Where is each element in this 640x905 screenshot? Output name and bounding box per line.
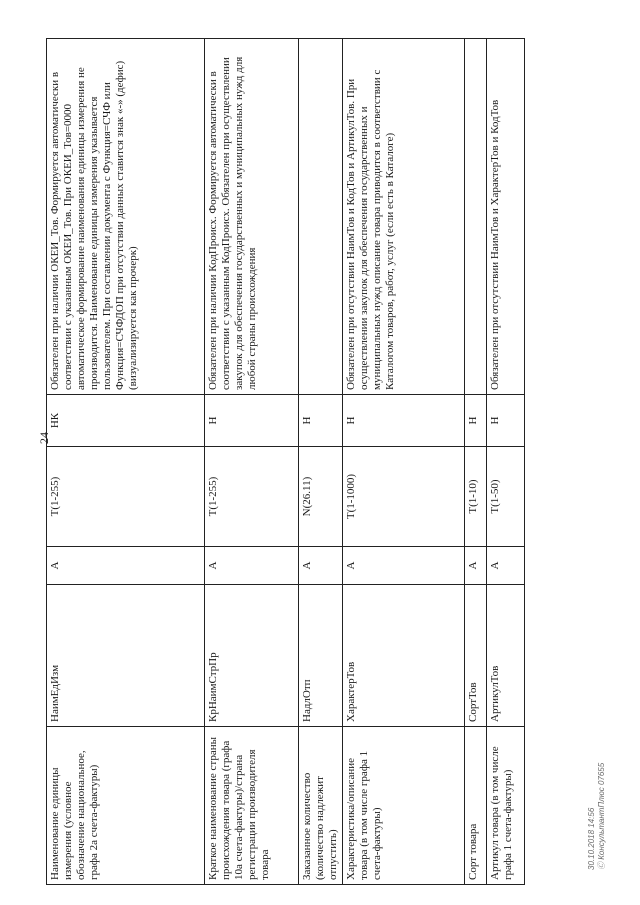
element-format-cell: Т(1-50)	[487, 447, 525, 547]
element-type-cell: А	[299, 547, 343, 585]
rotated-table-container	[46, 39, 526, 885]
element-type-cell: А	[465, 547, 487, 585]
stamp-date: 30.10.2018 14:56	[587, 807, 596, 870]
table-row	[47, 39, 205, 885]
element-name-cell: Артикул товара (в том числе графа 1 счета-фактуры)	[487, 727, 525, 885]
element-code-cell: СортТов	[465, 585, 487, 727]
element-name-cell: Краткое наименование страны происхождения товара (графа 10а счета-фактуры)/страна регистрации производителя товара	[205, 727, 299, 885]
element-required-cell: Н	[205, 395, 299, 447]
element-code-cell: ХарактерТов	[343, 585, 465, 727]
table-row	[487, 39, 525, 885]
element-name-cell: Наименование единицы измерения (условное обозначение национальное, графа 2а счета-фактуры)	[47, 727, 205, 885]
element-format-cell: N(26.11)	[299, 447, 343, 547]
element-format-cell: Т(1-1000)	[343, 447, 465, 547]
element-code-cell: АртикулТов	[487, 585, 525, 727]
table-row	[465, 39, 487, 885]
fields-table	[46, 38, 525, 885]
element-code-cell: КрНаимСтрПр	[205, 585, 299, 727]
element-required-cell: Н	[487, 395, 525, 447]
element-type-cell: А	[487, 547, 525, 585]
stamp-source: Ⓒ КонсультантПлюс 07655	[597, 762, 606, 870]
element-name-cell: Заказанное количество (количество надлежит отпустить)	[299, 727, 343, 885]
element-code-cell: НадлОтп	[299, 585, 343, 727]
element-note-cell	[465, 39, 487, 395]
table-row	[205, 39, 299, 885]
element-required-cell: Н	[343, 395, 465, 447]
table-row	[299, 39, 343, 885]
table-row	[343, 39, 465, 885]
element-type-cell: А	[47, 547, 205, 585]
element-format-cell: Т(1-255)	[47, 447, 205, 547]
element-code-cell: НаимЕдИзм	[47, 585, 205, 727]
element-note-cell: Обязателен при отсутствии НаимТов и КодТов и АртикулТов. При осуществлении закупок для обеспечения государственных и муниципальных нужд описание товара приводится в соответствии с Каталогом товаров, работ, услуг (если есть в Каталоге)	[343, 39, 465, 395]
element-required-cell: НК	[47, 395, 205, 447]
page-number: 24	[37, 432, 51, 444]
element-required-cell: Н	[465, 395, 487, 447]
element-type-cell: А	[343, 547, 465, 585]
element-name-cell: Сорт товара	[465, 727, 487, 885]
element-note-cell: Обязателен при наличии ОКЕИ_Тов. Формируется автоматически в соответствии с указанным ОКЕИ_Тов. При ОКЕИ_Тов=0000 автоматическое формирование наименования единицы измерения не производится. Наименование единицы измерения указывается пользователем. При составлении документа с Функция=СЧФ или Функция=СЧФДОП при отсутствии данных ставится знак «-» (дефис) (визуализируется как прочерк)	[47, 39, 205, 395]
element-note-cell: Обязателен при наличии КодПроисх. Формируется автоматически в соответствии с указанным КодПроисх. Обязателен при осуществлении закупок для обеспечения государственных и муниципальных нужд для любой страны происхождения	[205, 39, 299, 395]
element-name-cell: Характеристика/описание товара (в том числе графа 1 счета-фактуры)	[343, 727, 465, 885]
element-format-cell: Т(1-255)	[205, 447, 299, 547]
element-type-cell: А	[205, 547, 299, 585]
element-note-cell	[299, 39, 343, 395]
document-stamp	[587, 763, 607, 870]
element-required-cell: Н	[299, 395, 343, 447]
element-note-cell: Обязателен при отсутствии НаимТов и ХарактерТов и КодТов	[487, 39, 525, 395]
element-format-cell: Т(1-10)	[465, 447, 487, 547]
